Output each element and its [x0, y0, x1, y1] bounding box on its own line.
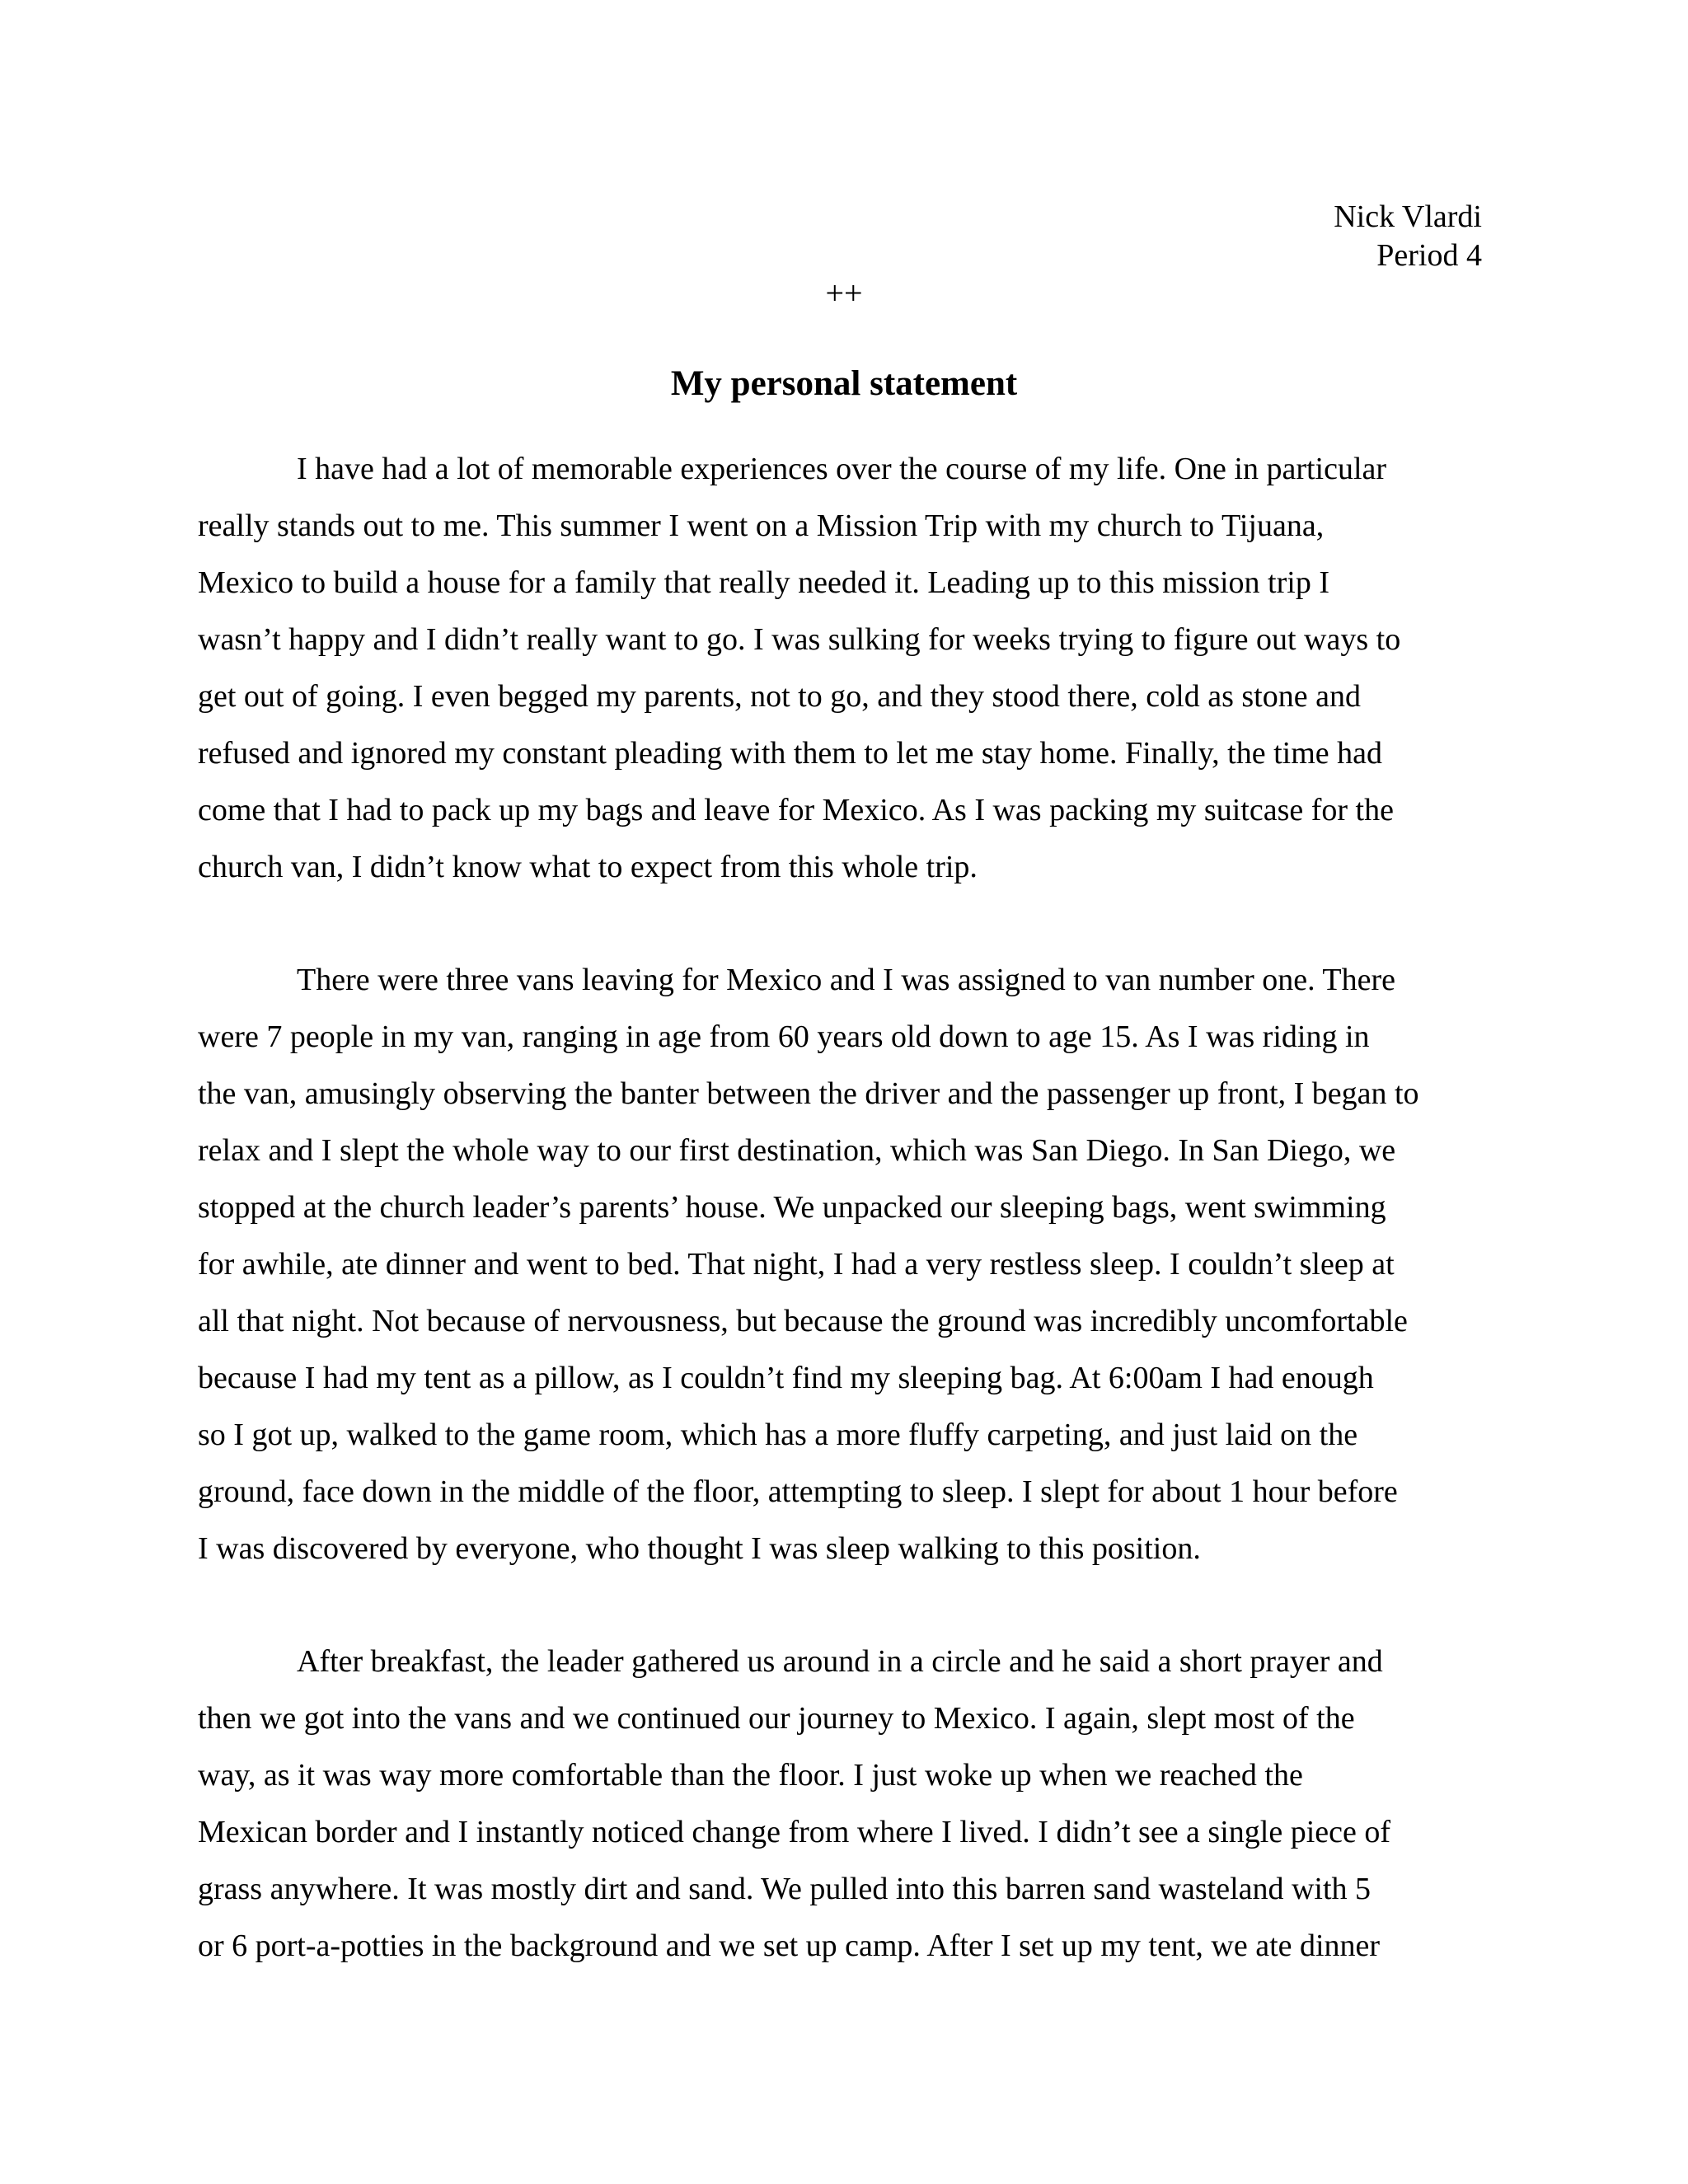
page-title: My personal statement	[670, 364, 1018, 403]
paragraph-3	[198, 1633, 1489, 1975]
author-name: Nick Vlardi	[1334, 199, 1482, 234]
text-line: Mexican border and I instantly noticed change from where I lived. I didn’t see a single piece of	[198, 1815, 1391, 1849]
paragraph-2	[198, 952, 1489, 1577]
text-line: for awhile, ate dinner and went to bed. That night, I had a very restless sleep. I couldn’t sleep at	[198, 1247, 1395, 1282]
text-line: really stands out to me. This summer I went on a Mission Trip with my church to Tijuana,	[198, 509, 1325, 543]
text-line: all that night. Not because of nervousness, but because the ground was incredibly uncomfortable	[198, 1304, 1408, 1338]
text-line: relax and I slept the whole way to our first destination, which was San Diego. In San Diego, we	[198, 1133, 1396, 1168]
text-line: because I had my tent as a pillow, as I couldn’t find my sleeping bag. At 6:00am I had enough	[198, 1361, 1374, 1395]
text-line: wasn’t happy and I didn’t really want to go. I was sulking for weeks trying to figure out ways to	[198, 622, 1401, 657]
text-line: then we got into the vans and we continued our journey to Mexico. I again, slept most of the	[198, 1701, 1355, 1736]
text-line: Mexico to build a house for a family that really needed it. Leading up to this mission trip I	[198, 565, 1329, 600]
text-line: the van, amusingly observing the banter between the driver and the passenger up front, I began to	[198, 1076, 1419, 1111]
paragraph-1	[198, 441, 1489, 896]
text-line: or 6 port-a-potties in the background and we set up camp. After I set up my tent, we ate dinner	[198, 1929, 1381, 1963]
text-line: get out of going. I even begged my parents, not to go, and they stood there, cold as stone and	[198, 679, 1361, 714]
text-line: stopped at the church leader’s parents’ house. We unpacked our sleeping bags, went swimming	[198, 1190, 1386, 1225]
text-line: grass anywhere. It was mostly dirt and sand. We pulled into this barren sand wasteland with 5	[198, 1872, 1372, 1906]
text-line: so I got up, walked to the game room, which has a more fluffy carpeting, and just laid on the	[198, 1418, 1358, 1452]
text-line: I was discovered by everyone, who thought I was sleep walking to this position.	[198, 1531, 1201, 1566]
text-line: were 7 people in my van, ranging in age from 60 years old down to age 15. As I was riding in	[198, 1019, 1370, 1054]
text-line: ground, face down in the middle of the floor, attempting to sleep. I slept for about 1 hour before	[198, 1474, 1398, 1509]
text-line: refused and ignored my constant pleading with them to let me stay home. Finally, the time had	[198, 736, 1382, 771]
text-line: come that I had to pack up my bags and leave for Mexico. As I was packing my suitcase for the	[198, 793, 1394, 827]
text-line: church van, I didn’t know what to expect from this whole trip.	[198, 850, 978, 884]
class-period: Period 4	[1376, 238, 1482, 273]
header-block	[1334, 198, 1482, 275]
text-line: After breakfast, the leader gathered us around in a circle and he said a short prayer and	[297, 1644, 1383, 1679]
header-mark: ++	[825, 274, 863, 312]
text-line: way, as it was way more comfortable than the floor. I just woke up when we reached the	[198, 1758, 1303, 1793]
text-line: There were three vans leaving for Mexico and I was assigned to van number one. There	[297, 963, 1396, 997]
text-line: I have had a lot of memorable experiences over the course of my life. One in particular	[297, 452, 1387, 486]
